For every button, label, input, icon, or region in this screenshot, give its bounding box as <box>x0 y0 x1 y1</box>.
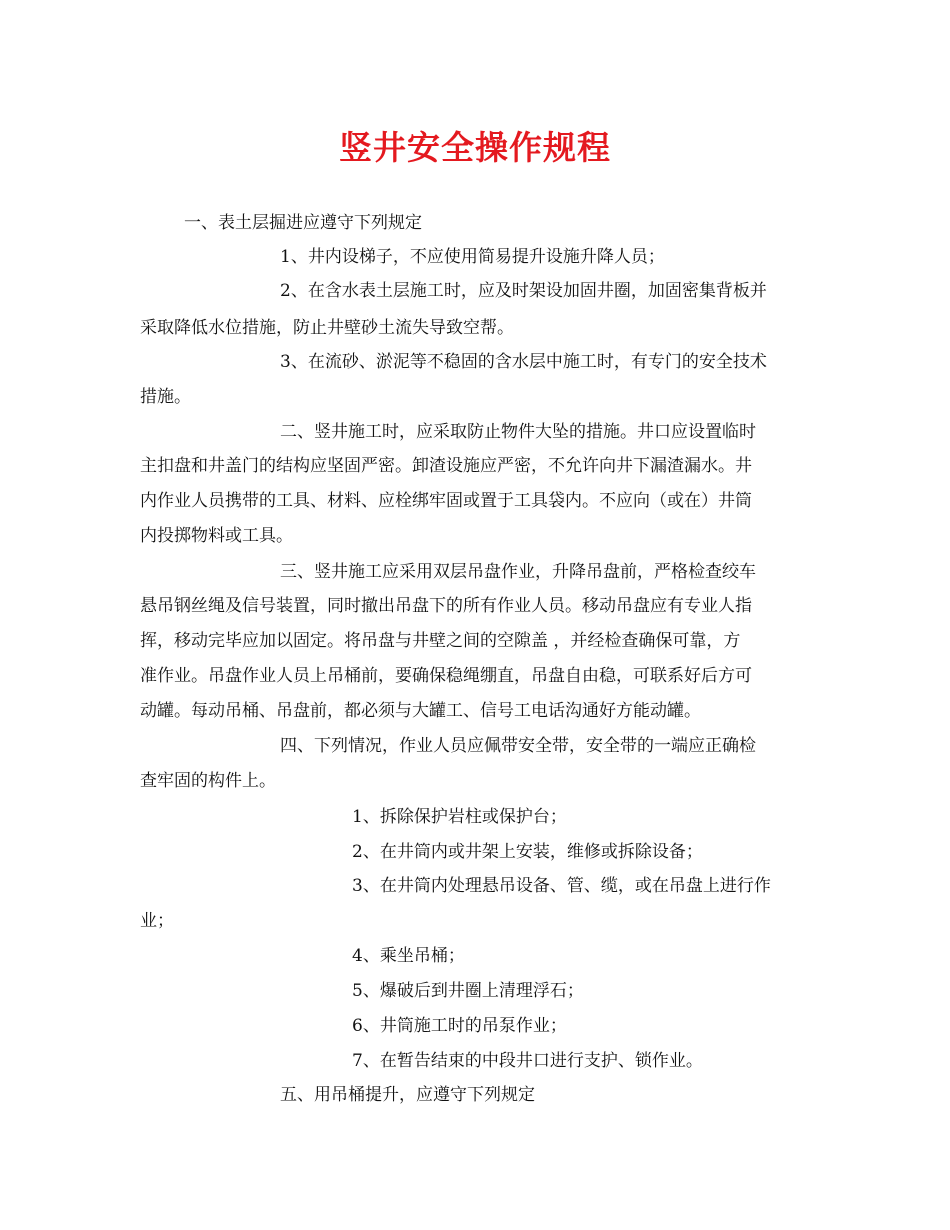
paragraph-line: 准作业。吊盘作业人员上吊桶前，要确保稳绳绷直，吊盘自由稳，可联系好后方可 <box>140 666 752 686</box>
paragraph-line: 悬吊钢丝绳及信号装置，同时撤出吊盘下的所有作业人员。移动吊盘应有专业人指 <box>140 596 752 616</box>
paragraph-line: 采取降低水位措施，防止井壁砂土流失导致空帮。 <box>140 318 514 338</box>
paragraph-line: 1、井内设梯子，不应使用简易提升设施升降人员； <box>280 247 665 267</box>
list-item: 4、乘坐吊桶； <box>352 946 465 966</box>
paragraph-line: 3、在流砂、淤泥等不稳固的含水层中施工时，有专门的安全技术 <box>280 352 767 372</box>
list-item: 业； <box>140 911 174 931</box>
list-item: 2、在井筒内或井架上安装，维修或拆除设备； <box>352 842 703 862</box>
section-heading: 一、表土层掘进应遵守下列规定 <box>184 213 422 233</box>
list-item: 1、拆除保护岩柱或保护台； <box>352 807 567 827</box>
list-item: 6、井筒施工时的吊泵作业； <box>352 1016 567 1036</box>
paragraph-line: 动罐。每动吊桶、吊盘前，都必须与大罐工、信号工电话沟通好方能动罐。 <box>140 701 701 721</box>
list-item: 3、在井筒内处理悬吊设备、管、缆，或在吊盘上进行作 <box>352 876 771 896</box>
paragraph-line: 内作业人员携带的工具、材料、应栓绑牢固或置于工具袋内。不应向（或在）井筒 <box>140 491 752 511</box>
paragraph-line: 挥，移动完毕应加以固定。将吊盘与井壁之间的空隙盖 ，并经检查确保可靠，方 <box>140 631 741 651</box>
paragraph-line: 查牢固的构件上。 <box>140 771 276 791</box>
paragraph-line: 内投掷物料或工具。 <box>140 526 293 546</box>
list-item: 5、爆破后到井圈上清理浮石； <box>352 981 584 1001</box>
paragraph-line: 四、下列情况，作业人员应佩带安全带，安全带的一端应正确检 <box>280 736 756 756</box>
document-title: 竖井安全操作规程 <box>339 128 611 167</box>
paragraph-line: 二、竖井施工时，应采取防止物件大坠的措施。井口应设置临时 <box>280 422 756 442</box>
paragraph-line: 措施。 <box>140 387 191 407</box>
paragraph-line: 主扣盘和井盖门的结构应坚固严密。卸渣设施应严密，不允许向井下漏渣漏水。井 <box>140 456 752 476</box>
section-heading: 五、用吊桶提升，应遵守下列规定 <box>280 1085 535 1105</box>
list-item: 7、在暂告结束的中段井口进行支护、锁作业。 <box>352 1051 703 1071</box>
paragraph-line: 2、在含水表土层施工时，应及时架设加固井圈，加固密集背板并 <box>280 281 767 301</box>
paragraph-line: 三、竖井施工应采用双层吊盘作业，升降吊盘前，严格检查绞车 <box>280 562 756 582</box>
